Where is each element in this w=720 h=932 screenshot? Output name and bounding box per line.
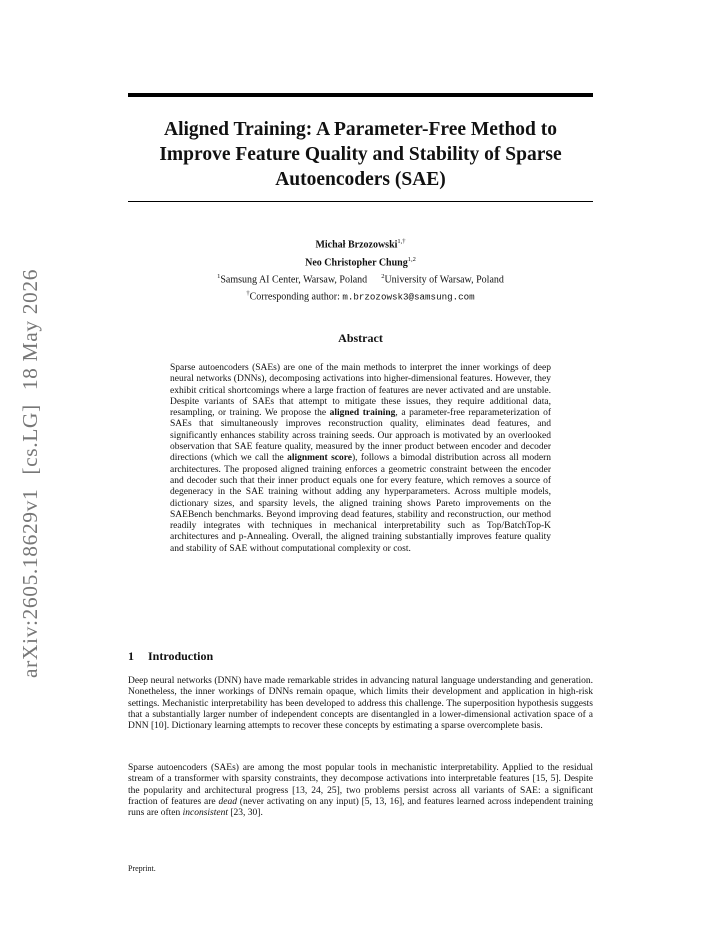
arxiv-id: arXiv:2605.18629v1 (18, 488, 42, 678)
abstract-text-3: ), follows a bimodal distribution across all modern architectures. The proposed aligned training enforces a geometric constraint between the encoder and decoder such that their inner product equals one for every feature, which removes a source of degeneracy in the SAE training without adding any hyperparameters. Across multiple models, dictionary sizes, and sparsity levels, the aligned training shows Pareto improvements on the SAEBench benchmarks. Beyond improving dead features, stability and reconstruction, our method readily integrates with techniques in mechanical interpretability such as Top/BatchTop-K architectures and p-Annealing. Overall, the aligned training substantially improves feature quality and stability of SAE without computational complexity or cost. (170, 453, 551, 554)
title-line-3: Autoencoders (SAE) (275, 169, 446, 190)
abstract-bold-1: aligned training (329, 408, 396, 419)
affiliation-2-mark: 2 (381, 273, 385, 280)
intro-p2-text-a: Sparse autoencoders (SAEs) are among the most popular tools in mechanistic interpretability. Applied to the residual stream of a transformer with sparsity constraints, they decompose activations into interpretable features [15, 5]. Despite the popularity and architectural progress [13, 24, 25], two problems persist across all variants of SAE: a significant fraction of features are (128, 763, 593, 807)
corresponding-mark: † (246, 290, 250, 298)
corresponding-author-line (128, 287, 593, 304)
title-bottom-rule (128, 201, 593, 202)
affiliation-line (128, 270, 593, 287)
preprint-footer: Preprint. (128, 864, 156, 873)
intro-paragraph-1: Deep neural networks (DNN) have made remarkable strides in advancing natural language understanding and generation. Nonetheless, the inner workings of DNNs remain opaque, which limits their development and application in high-risk settings. Mechanistic interpretability has been developed to address this challenge. The superposition hypothesis suggests that a substantially larger number of independent concepts are disentangled in a lower-dimensional activation space of a DNN [10]. Dictionary learning attempts to recover these concepts by estimating a sparse overcomplete basis. (128, 676, 593, 732)
abstract-bold-2: alignment score (287, 453, 352, 464)
author-1 (128, 234, 593, 252)
section-title: Introduction (148, 649, 214, 663)
affiliation-2: University of Warsaw, Poland (384, 274, 504, 286)
intro-p2-inconsistent: inconsistent (182, 808, 228, 819)
section-number: 1 (128, 649, 134, 663)
title-top-rule (128, 93, 593, 97)
author-2-name: Neo Christopher Chung (305, 257, 408, 269)
paper-title (128, 117, 593, 192)
intro-p2-text-b: (never activating on any input) [5, 13, 16], and features learned across independent training runs are often (128, 796, 593, 819)
intro-p2-text-c: [23, 30]. (228, 808, 263, 819)
abstract-text-2: , a parameter-free reparameterization of SAEs that simultaneously improves reconstruction quality, eliminates dead features, and significantly enhances stability across training seeds. Our approach is motivated by an overlooked observation that SAE feature quality, measured by the inner product between encoder and decoder directions (which we call the (170, 408, 551, 464)
abstract-body (170, 363, 551, 555)
arxiv-date: 18 May 2026 (18, 268, 42, 391)
title-line-1: Aligned Training: A Parameter-Free Method to (164, 119, 557, 140)
author-1-marks: 1,† (397, 238, 406, 245)
intro-p2-dead: dead (218, 796, 237, 807)
arxiv-sidebar-stamp (18, 248, 43, 678)
affiliation-1: Samsung AI Center, Warsaw, Poland (220, 274, 368, 286)
arxiv-category: [cs.LG] (18, 404, 42, 475)
abstract-heading: Abstract (338, 331, 383, 345)
author-1-name: Michał Brzozowski (315, 239, 398, 251)
abstract-text-1: Sparse autoencoders (SAEs) are one of the main methods to interpret the inner workings of deep neural networks (DNNs), decomposing activations into higher-dimensional features. However, they exhibit critical shortcomings where a large fraction of features are never activated and are unstable. Despite variants of SAEs that attempt to mitigate these issues, they require additional data, resampling, or training. We propose the (170, 363, 551, 419)
affiliations (128, 270, 593, 305)
corresponding-label: Corresponding author: (249, 291, 343, 303)
section-heading (128, 649, 593, 664)
author-2 (128, 252, 593, 270)
affiliation-1-mark: 1 (217, 273, 221, 280)
author-2-marks: 1,2 (407, 256, 416, 264)
corresponding-email[interactable]: m.brzozowsk3@samsung.com (342, 291, 475, 303)
intro-paragraph-2 (128, 763, 593, 819)
title-line-2: Improve Feature Quality and Stability of Sparse (159, 144, 562, 165)
author-list (128, 234, 593, 271)
